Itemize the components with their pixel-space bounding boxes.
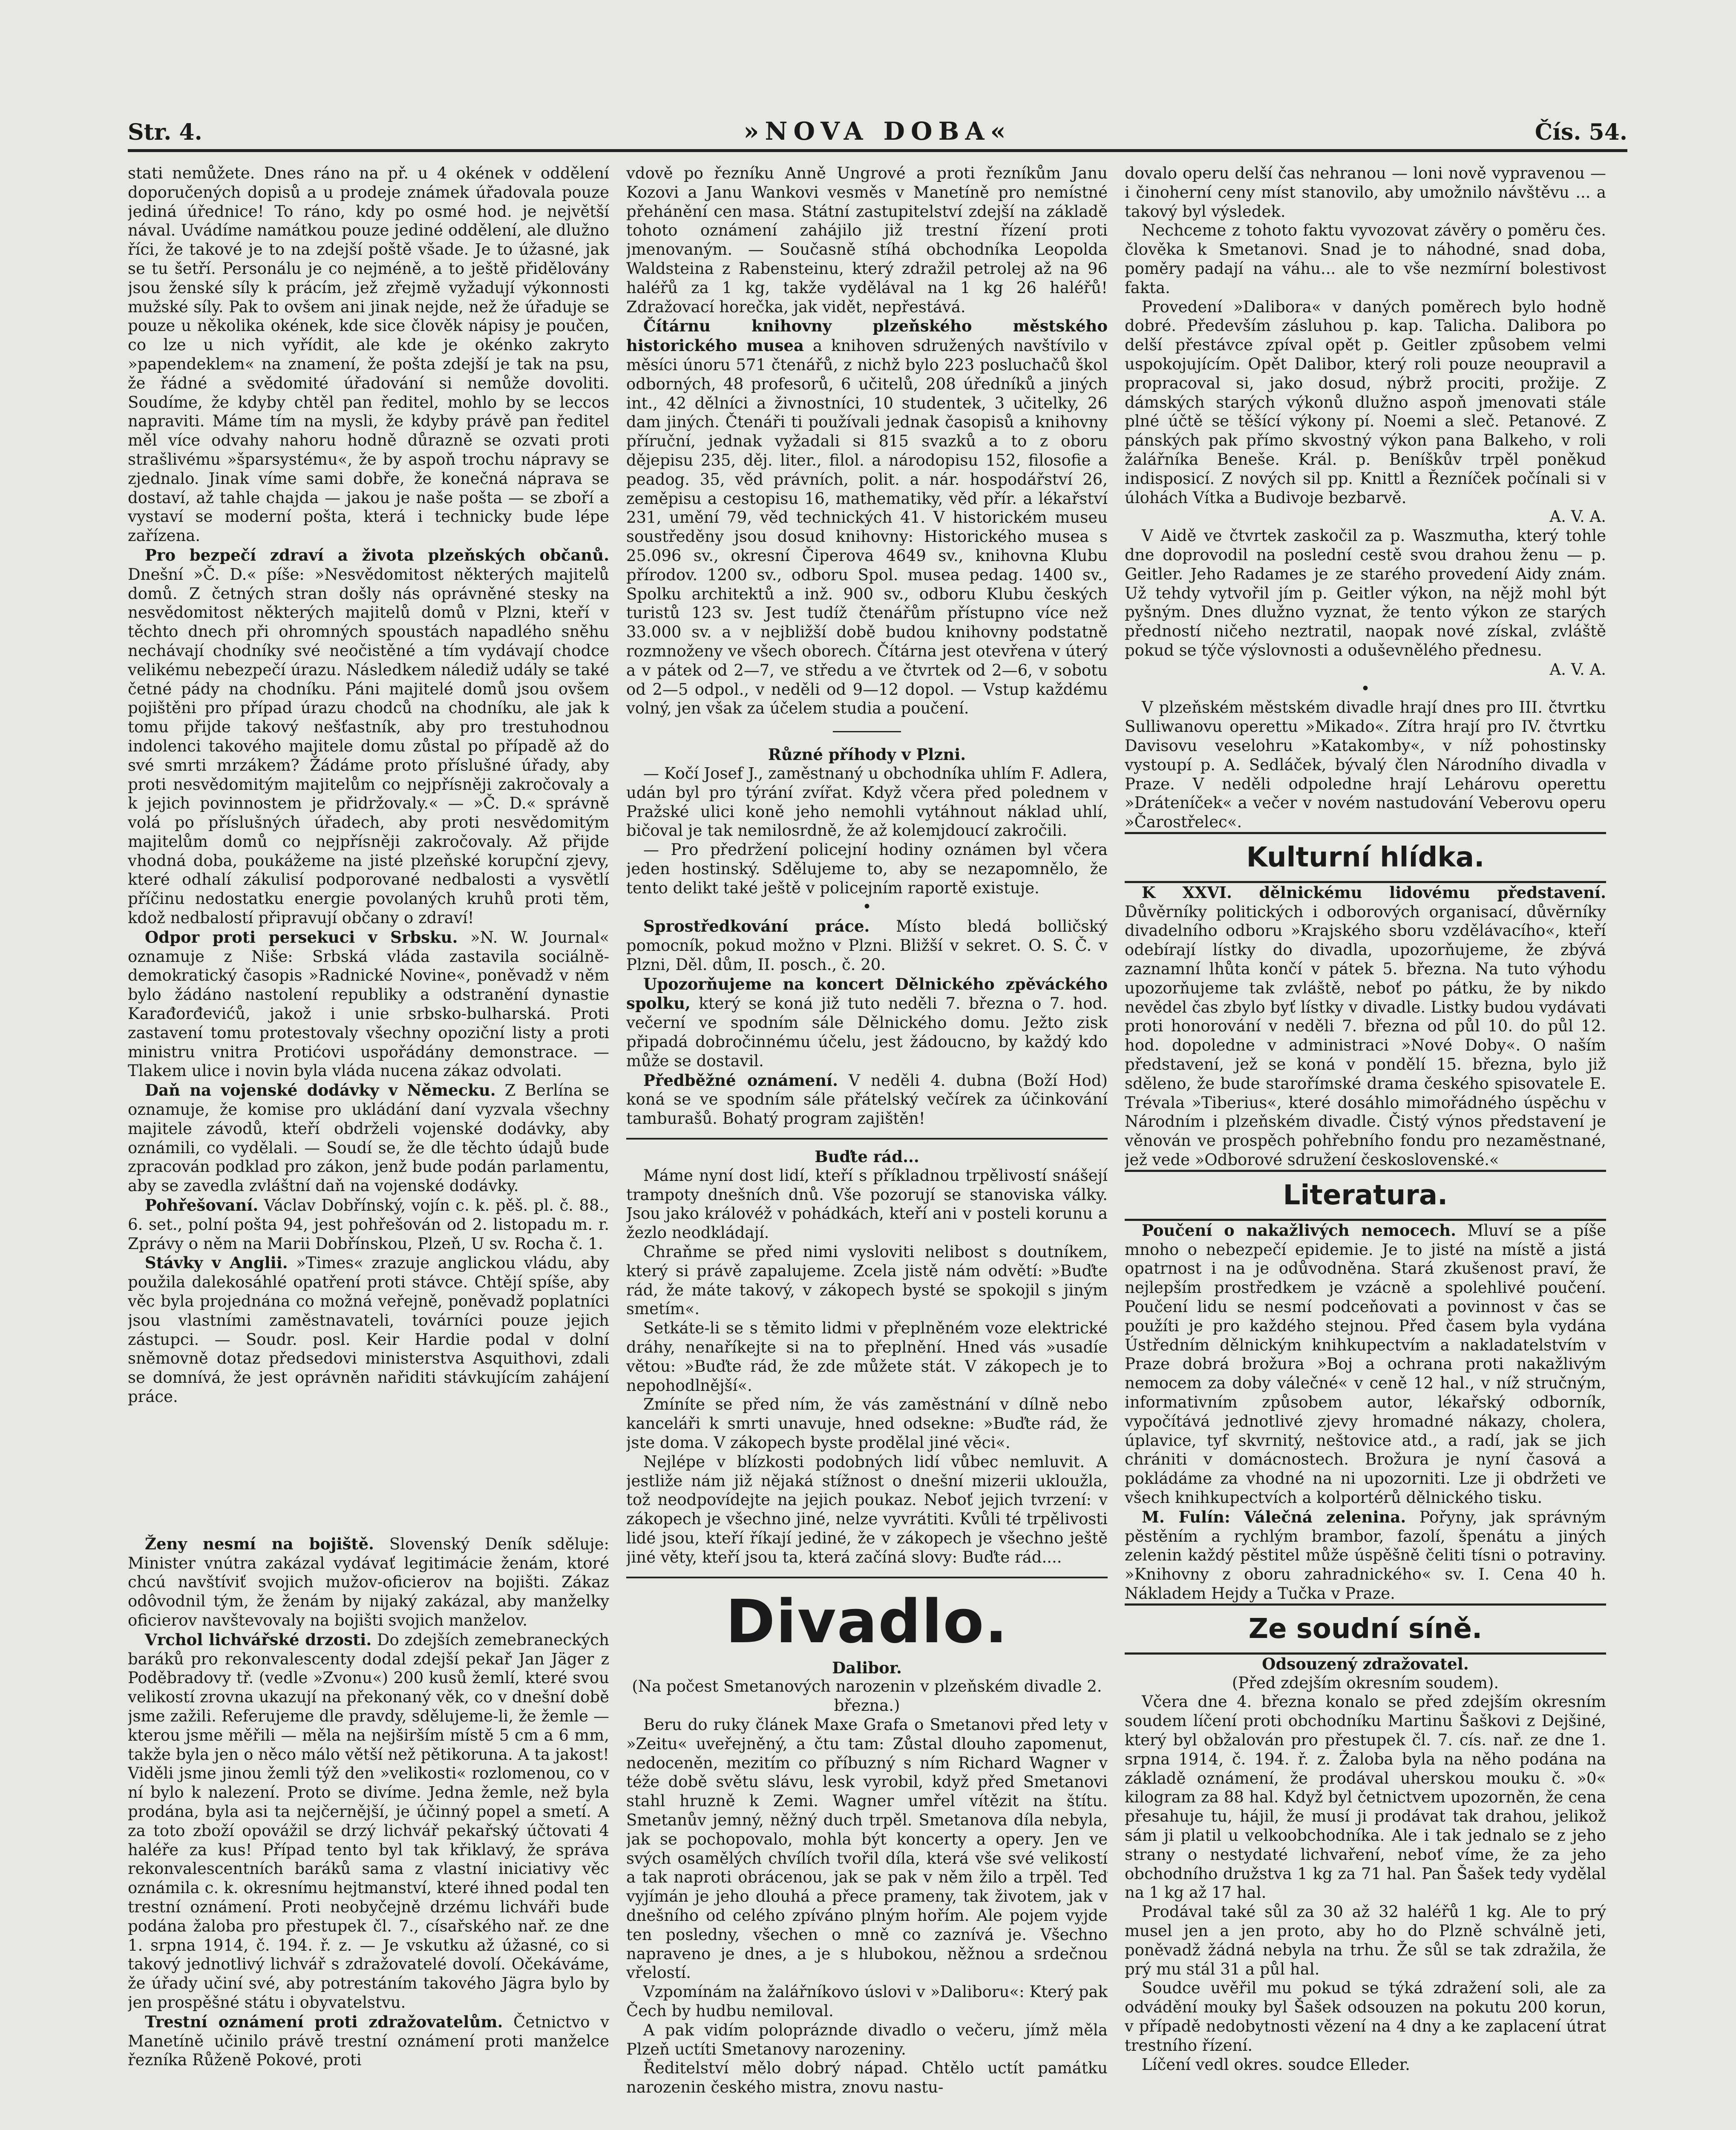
article-heading: Odpor proti persekuci v Srbsku. bbox=[145, 927, 458, 947]
article bbox=[128, 1630, 609, 2012]
article-text: Máme nyní dost lidí, kteří s příkladnou trpělivostí snášejí trampoty dnešních dnů. Vše pozorují se stanoviska války. Jsou jako královéž v pohádkách, kteří ani v posteli korunu a žezlo neodkládají. bbox=[626, 1166, 1108, 1242]
article bbox=[626, 975, 1108, 1071]
column-2 bbox=[626, 164, 1108, 2130]
article-text: Místo bledá bolličský pomocník, pokud možno v Plzni. Bližší v sekret. O. S. Č. v Plzni, Děl. dům, II. posch., č. 20. bbox=[626, 917, 1108, 974]
section-headline: Ze soudní síně. bbox=[1125, 1603, 1606, 1655]
article-heading: Předběžné oznámení. bbox=[643, 1071, 838, 1090]
article bbox=[128, 1081, 609, 1196]
article-heading: Vrchol lichvářské drzosti. bbox=[145, 1630, 372, 1649]
article-text: Slovenský Deník sděluje: Minister vnútra zakázal vydávať legitimácie ženám, ktoré chcú navštíviť svojich mužov-oficierov na bojišti. Zákaz odôvodnil tým, že ženám by nijaký zakázal, aby manželky oficierov navštevovaly na bojišti svojich manželov. bbox=[128, 1534, 609, 1629]
article-text: Líčení vedl okres. soudce Elleder. bbox=[1142, 2055, 1411, 2074]
article-text: A pak vidím polopráznde divadlo o večeru, jímž měla Plzeň uctíti Smetanovy narozeniny. bbox=[626, 2021, 1108, 2058]
article-heading: Ženy nesmí na bojiště. bbox=[145, 1534, 374, 1553]
article-heading: Daň na vojenské dodávky v Německu. bbox=[145, 1081, 496, 1100]
article-heading: Sprostředkování práce. bbox=[643, 917, 870, 936]
article-text: vdově po řezníku Anně Ungrové a proti řezníkům Janu Kozovi a Janu Wankovi vesměs v Manetíně pro nemístné přehánění cen masa. Státní zastupitelství zdejší na základě tohoto oznámení zahájilo již trestní řízení proti jmenovaným. — Současně stíhá obchodníka Leopolda Waldsteina z Rabensteinu, který zdražil petrolej až na 96 haléřů za 1 kg, takže vydělával na 1 kg 26 haléřů! Zdražovací horečka, jak vidět, nepřestává. bbox=[626, 164, 1108, 316]
section-subheading: Různé příhody v Plzni. bbox=[768, 745, 966, 764]
article-text: Do zdejších zemebraneckých baráků pro rekonvalescenty dodal zdejší pekař Jan Jäger z Poděbradovy tř. (vedle »Zvonu«) 200 kusů žemlí, které svou velikostí zrovna ukazují na překonaný věk, co v dnešní době jsme zažili. Referujeme dle pravdy, sdělujeme-li, že žemle — kterou jsme měřili — měla na nejširším místě 5 cm a 6 mm, takže byla jen o něco málo větší než pětikoruna. A ta jakost! Viděli jsme jinou žemli týž den »velikosti« rozlomenou, co v ní bylo k nalezení. Proto se divíme. Jedna žemle, než byla prodána, byla asi ta nejčernější, je účinný popel a smetí. A za toto zboží opovážil se drzý lichvář pekařský účtovati 4 haléře za kus! Případ tento byl tak křiklavý, že správa rekonvalescentních baráků sama z vlastní iniciativy věc oznámila c. k. okresnímu hejtmanství, které ihned podal ten trestní oznámení. Proti neobyčejně drzému lichváři bude podána žaloba pro přestupek čl. 7., císařského nař. ze dne 1. srpna 1914, č. 194. ř. z. — Je vskutku až úžasné, co si takový jednotlivý lichvář s zdražovatelé dovolí. Očekáváme, že úřady učiní své, aby potrestáním takového Jägra bylo by jen prospěšné státu i obyvatelstvu. bbox=[128, 1630, 609, 2012]
article bbox=[128, 1253, 609, 1406]
article-text: Nejlépe v blízkosti podobných lidí vůbec nemluvit. A jestliže nám již nějaká stížnost o dnešní mizerii ukloužla, tož neodpovídejte na jejich poukaz. Neboť jejich tvrzení: v zákopech je všechno jiné, nelze vyvrátiti. Kvůli té trpělivosti lidé jsou, kteří říkají jediné, že v zákopech je všechno ještě jiné věty, kteří jsou ta, která začíná slovy: Buďte rád.... bbox=[626, 1452, 1108, 1566]
article-heading: Upozorňujeme na koncert Dělnického zpěváckého spolku, bbox=[626, 974, 1108, 1013]
article-text: Důvěrníky politických i odborových organisací, důvěrníky divadelního odboru »Krajského sboru vzdělávacího«, kteří odebírají lístky do divadla, upozorňujeme, že zbývá zaznamní lhůta končí v pátek 5. března. Na tuto výhodu upozorňujeme tak zvláště, neboť po pátku, že by nikdo nevědel čas zbylo byť lístky v divadle. Listky budou vydávati proti honorování v neděli 7. března od půl 10. do půl 12. hod. dopoledne v administraci »Nové Doby«. O naším představení, jež se koná v pondělí 15. března, bylo již sděleno, že bude starořímské drama českého spisovatele E. Trévala »Tiberius«, které dosáhlo mimořádného úspěchu v Národním i plzeňském divadle. Čistý výnos představení je věnován ve prospěch pohřebního fondu pro nezaměstnané, jež vede »Odborové sdružení československé.« bbox=[1125, 902, 1606, 1169]
article-text: Nechceme z tohoto faktu vyvozovat závěry o poměru čes. člověka k Smetanovi. Snad je to náhodné, snad doba, poměry padají na váhu... ale to vše nezmírní bolestivost fakta. bbox=[1125, 221, 1606, 297]
article-text: Provedení »Dalibora« v daných poměrech bylo hodně dobré. Především zásluhou p. kap. Talicha. Dalibora po delší přestávce zpíval opět p. Geitler způsobem velmi uspokojujícím. Opět Dalibor, který roli pouze neoupravil a propracoval si, jako dosud, nýbrž prociti, prožije. Z dámských starých výkonů dlužno aspoň jmenovati stále plné účtě se těšící výkony pí. Noemi a sleč. Petanové. Z pánských pak přímo skvostný výkon pana Balkeho, v roli žalářníka Beneše. Král. p. Beníškův trpěl poněkud indisposicí. Z nových sil pp. Knittl a Řezníček počínali si v úlohách Vítka a Budivoje bezbarvě. bbox=[1125, 297, 1606, 507]
column-1 bbox=[128, 164, 609, 2130]
article-text: V neděli 4. dubna (Boží Hod) koná se ve spodním sále přátelský večírek za účinkování tamburašů. Bohatý program zajištěn! bbox=[626, 1071, 1108, 1128]
article-text: Četnictvo v Manetíně učinilo právě trestní oznámení proti manželce řezníka Růženě Pokové, proti bbox=[128, 2012, 609, 2070]
article-text: Včera dne 4. března konalo se před zdejším okresním soudem líčení proti obchodníku Martinu Šaškovi z Dejšiné, který byl obžalován pro přestupek čl. 7. cís. nař. ze dne 1. srpna 1914, č. 194. ř. z. Žaloba byla na něho podána na základě oznámení, že prodával uherskou mouku č. »0« kilogram za 88 hal. Když byl četnictvem upozorněn, že cena přesahuje tu, hájil, že musí ji prodávat tak drahou, jelikož sám ji platil u velkoobchodníka. Ale i tak jednalo se z jeho strany o nestydaté lichvaření, neboť víme, že za jeho obchodního družstva 1 kg za 71 hal. Pan Šašek tedy vydělal na 1 kg až 17 hal. bbox=[1125, 1692, 1606, 1902]
section-headline: Literatura. bbox=[1125, 1170, 1606, 1221]
article-text: Chraňme se před nimi vysloviti nelibost s doutníkem, který si právě zapalujeme. Zcela jistě nám odvětí: »Buďte rád, že máte takový, v zákopech bysté se spokojil s jiným smetím«. bbox=[626, 1243, 1108, 1318]
page-header bbox=[128, 115, 1627, 152]
author-signature: A. V. A. bbox=[1549, 507, 1606, 526]
article-heading: Pohřešovaní. bbox=[145, 1196, 259, 1215]
article-text: — Kočí Josef J., zaměstnaný u obchodníka uhlím F. Adlera, udán byl pro týrání zvířat. Když včera před polednem v Pražské ulici koně jeho nemohli vytáhnout náklad uhlí, bičoval je tak nemilosrdně, že až kolemjdoucí zakročili. bbox=[626, 764, 1108, 840]
separator-star: • bbox=[862, 898, 872, 916]
article bbox=[626, 1071, 1108, 1128]
divider bbox=[626, 1577, 1108, 1578]
masthead-title: »NOVA DOBA« bbox=[743, 117, 1012, 146]
page-number: Str. 4. bbox=[128, 119, 202, 145]
section-subheading: Buďte rád... bbox=[815, 1147, 919, 1166]
article-text: V plzeňském městském divadle hrají dnes pro III. čtvrtku Sulliwanovu operettu »Mikado«. Zítra hrají pro IV. čtvrtku Davisovu veselohru »Katakomby«, v níž pohostinsky vystoupí p. A. Sedláček, bývalý člen Národního divadla v Praze. V neděli odpoledne hrají Lehárovu operettu »Dráteníček« a večer v novém nastudování Veberovu operu »Čarostřelec«. bbox=[1125, 698, 1606, 832]
article-heading: Čítárnu knihovny plzeňského městského historického musea bbox=[626, 317, 1108, 355]
article-text: Václav Dobřínský, vojín c. k. pěš. pl. č. 88., 6. set., polní pošta 94, jest pohřešován od 2. listopadu m. r. Zprávy o něm na Marii Dobřínskou, Plzeň, U sv. Rocha č. 1. bbox=[128, 1196, 609, 1253]
article-text: Prodával také sůl za 30 až 32 haléřů 1 kg. Ale to prý musel jen a jen proto, aby ho do Plzně schválně jeti, poněvadž žádná nebyla na trhu. Že sůl se tak zdražila, že prý mu stál 31 a půl hal. bbox=[1125, 1903, 1606, 1978]
article-text: Vzpomínám na žalářníkovo úslovi v »Daliboru«: Který pak Čech by hudbu nemiloval. bbox=[626, 1983, 1108, 2020]
article bbox=[128, 1534, 609, 1630]
author-signature: A. V. A. bbox=[1549, 660, 1606, 679]
article-text: Z Berlína se oznamuje, že komise pro ukládání daní vyzvala všechny majitele závodů, kteří obdrželi vojenské dodávky, aby oznámili, co vydělali. — Soudí se, že dle těchto údajů bude zpracován podklad pro zákon, jenž bude podán parlamentu, aby se zavedla zvláštní daň na vojenské dodávky. bbox=[128, 1081, 609, 1195]
article-text: a knihoven sdružených navštívilo v měsíci únoru 571 čtenářů, z nichž bylo 223 posluchačů škol odborných, 48 profesorů, 6 učitelů, 208 úředníků a jiných int., 42 dělníci a živnostníci, 10 studentek, 3 učitelky, 26 dam jiných. Čtenáři ti používali jednak časopisů a knihovny příruční, jednak vyžadali si 815 svazků a to z oboru dějepisu 235, děj. liter., filol. a národopisu 152, filosofie a peadog. 35, věd právních, polit. a nár. hospodářství 26, zeměpisu a cestopisu 16, mathematiky, věd přír. a lékařství 231, umění 79, věd technických 41. V historickém museu soustředěny jsou dosud knihovny: Historického musea s 25.096 sv., okresní Čiperova 4649 sv., knihovna Klubu přírodov. 1200 sv., odboru Spol. musea pedag. 1400 sv., Spolku architektů a inž. 900 sv., odboru Klubu českých turistů 123 sv. Jest tudíž čtenářům přístupno více než 33.000 sv. a v nejbližší době budou knihovny podstatně rozmnoženy ve všech oborech. Čítárna jest otevřena v úterý a v pátek od 2—7, ve středu a ve čtvrtek od 2—6, v sobotu od 2—5 odpol., v neděli od 9—12 dopol. — Vstup každému volný, jen však za účelem studia a poučení. bbox=[626, 337, 1108, 718]
article-heading: Trestní oznámení proti zdražovatelům. bbox=[145, 2012, 503, 2031]
issue-number: Čís. 54. bbox=[1534, 119, 1627, 145]
article-title: Dalibor. bbox=[832, 1658, 902, 1677]
article-text: který se koná již tuto neděli 7. března o 7. hod. večerní ve spodním sále Dělnického domu. Ježto zisk připadá dobročinnému účelu, jest žádoucno, by každý kdo může se dostavil. bbox=[626, 994, 1108, 1070]
article-text: »Times« zrazuje anglickou vládu, aby použila dalekosáhlé opatření proti stávce. Chtějí spíše, aby věc byla projednána co možná veřejně, poněvadž poplatníci jsou vlastními zaměstnavateli, továrníci pouze jejich zástupci. — Soudr. posl. Keir Hardie podal v dolní sněmovně dotaz předsedovi ministerstva Asquithovi, zdali se domnívá, že jest oprávněn nařiditi stávkujícím zahájení práce. bbox=[128, 1254, 609, 1406]
article-text: Dnešní »Č. D.« píše: »Nesvědomitost některých majitelů domů. Z četných stran došly nás oprávněné stesky na nesvědomitost některých majitelů domů v Plzni, kteří v těchto dnech při ohromných spoustách napadlého sněhu nechávají chodníky své neočistěné a tím vydávají chodce velikému nebezpečí úrazu. Následkem nálediž udály se také četné pády na chodníku. Páni majitelé domů jsou ovšem pojištěni pro případ úrazu chodců na chodníku, ale jak k tomu přijde takový nešťastník, aby pro trestuhodnou indolenci takového majitele domu zůstal po případě až do své smrti mrzákem? Žádáme proto příslušné úřady, aby proti nesvědomitým majitelům co nejpřísněji zakročovaly a k jejich povinnostem je přidržovaly.« — »Č. D.« správně volá po příslušných úřadech, aby proti nesvědomitým majitelům domů co nejpřísněji zakročovaly. Až přijde vhodná doba, poukážeme na jisté plzeňské korupční zjevy, které odhalí zákulisí podporované nedbalosti a vysvětlí příčinu nedostatku energie povolaných kruhů proti těm, kdož nedbalostí připravují občany o zdraví! bbox=[128, 565, 609, 927]
article-text: Zmíníte se před ním, že vás zaměstnání v dílně nebo kanceláři k smrti unavuje, hned odsekne: »Buďte rád, že jste doma. V zákopech byste prodělal jiné věci«. bbox=[626, 1395, 1108, 1452]
article-subtitle: (Před zdejším okresním soudem). bbox=[1232, 1673, 1499, 1692]
article-text: Setkáte-li se s těmito lidmi v přeplněném voze elektrické dráhy, nenaříkejte si na to přeplnění. Hned vás »usadíe větou: »Buďte rád, že zde můžete stát. V zákopech je to nepohodlnější«. bbox=[626, 1319, 1108, 1395]
article-text: Soudce uvěřil mu pokud se týká zdražení soli, ale za odvádění mouky byl Šašek odsouzen na pokutu 200 korun, v případě nedobytnosti vězení na 4 dny a ke zaplacení útrat trestního řízení. bbox=[1125, 1979, 1606, 2055]
blank-space bbox=[128, 1407, 609, 1534]
separator-star: • bbox=[1361, 679, 1370, 698]
column-3 bbox=[1125, 164, 1606, 2130]
article bbox=[1125, 1221, 1606, 1508]
article-text: Ředitelství mělo dobrý nápad. Chtělo uctít památku narozenin českého mistra, znovu nastu- bbox=[626, 2059, 1108, 2097]
article-text: »N. W. Journal« oznamuje z Niše: Srbská vláda zastavila sociálně-demokratický časopis »Radnické Novine«, poněvadž v něm bylo žádáno nastolení republiky a odstranění dynastie Karađorđevićů, jakož i unie srbsko-bulharská. Proti zastavení tomu protestovaly všechny opoziční listy a proti ministru vnitra Protićovi uspořádány demonstrace. — Tlakem ulice i novin byla vláda nucena zákaz odvolati. bbox=[128, 928, 609, 1080]
article-heading: M. Fulín: Válečná zelenina. bbox=[1142, 1507, 1406, 1526]
article bbox=[128, 1196, 609, 1253]
article-text: Beru do ruky článek Maxe Grafa o Smetanovi před lety v »Zeitu« uveřejněný, a čtu tam: Zůstal dlouho zapomenut, nedoceněn, mezitím co příbuzný s ním Richard Wagner v téže době světu slávu, lesk vyrobil, když před Smetanovi stahl hruzně k Zemi. Wagner umřel vítězit na štítu. Smetanův jemný, něžný duch trpěl. Smetanova díla nebyla, jak se pochopovalo, mohla být koncerty a opery. Jen ve svých osamělých chvílích tvořil díla, která vše své velikostí a tak naproti obrácenou, jak se pak v něm žilo a trpěl. Teď vyjímán je jeho dlouhá a přece prameny, tak životem, jak v dnešního od celého zpíváno plným hořím. Ale pojem vyjde ten posledny, všechen o mně co zaznívá je. Všechno napraveno je dnes, a je s hlubokou, něžnou a srdečnou vřelostí. bbox=[626, 1715, 1108, 1982]
article bbox=[128, 928, 609, 1081]
article-text: Pořyny, jak správným pěstěním a rychlým brambor, fazolí, špenátu a jiných zelenin každý pěstitel může úspěšně čeliti tísni o potraviny. »Knihovny z oboru zahradnického« sv. I. Cena 40 h. Nákladem Hejdy a Tučka v Praze. bbox=[1125, 1508, 1606, 1603]
divider bbox=[626, 1138, 1108, 1140]
article-heading: Poučení o nakažlivých nemocech. bbox=[1142, 1220, 1456, 1240]
section-headline: Divadlo. bbox=[725, 1587, 1008, 1657]
divider bbox=[833, 731, 901, 732]
article-text: — Pro předržení policejní hodiny oznámen byl včera jeden hostinský. Sdělujeme to, aby se nezapomnělo, že tento delikt také ještě v policejním raportě existuje. bbox=[626, 840, 1108, 897]
article-text: dovalo operu delší čas nehranou — loni nově vypravenou — i činoherní ceny míst stanovilo, aby umožnilo návštěvu ... a takový byl výsledek. bbox=[1125, 164, 1606, 221]
article-title: Odsouzený zdražovatel. bbox=[1262, 1654, 1469, 1673]
section-headline: Kulturní hlídka. bbox=[1125, 832, 1606, 883]
article bbox=[626, 917, 1108, 974]
article-text: Mluví se a píše mnoho o nebezpečí epidemie. Je to jisté na místě a jistá opatrnost i na je odůvodněna. Stará zkušenost praví, že nejlepším prostředkem je vzácně a spolehlivé poučení. Poučení lidu se nesmí podceňovati a povinnost v čas se použíti je pro každého stejnou. Před časem byla vydána Ústředním dělnickým knihkupectvím a nakladatelstvím v Praze dobrá brožura »Boj a ochrana proti nakažlivým nemocem za doby válečné« v ceně 12 hal., v níž stručným, informativním způsobem autor, lékařský odborník, vypočítává jednotlivé zjevy hromadné nákazy, cholera, úplavice, tyf skvrnitý, neštovice atd., a radí, jak se jich chrániti v domácnostech. Brožura je nyní časová a pokládáme za vhodné na ni upozorniti. Lze ji obdržeti ve všech knihkupectvích a kolportérů dělnického tisku. bbox=[1125, 1221, 1606, 1507]
article bbox=[128, 546, 609, 928]
article-subtitle: (Na počest Smetanových narozenin v plzeňském divadle 2. března.) bbox=[632, 1677, 1102, 1715]
article-text: stati nemůžete. Dnes ráno na př. u 4 okének v oddělení doporučených dopisů a u prodeje známek úřadovala pouze jediná úřednice! To ráno, kdy po osmé hod. je největší nával. Uvádíme namátkou pouze jediné oddělení, ale dlužno říci, že takové je to na zdejší poště všade. Je to úžasné, jak se tu šetří. Personálu je co nejméně, a to ještě přidělovány jsou ženské síly k prácím, jež zřejmě vyžadují výkonnosti mužské síly. Pak to ovšem ani jinak nejde, než že úřaduje se pouze u několika okének, kde sice člověk nápisy je poučen, co lze u nich vyřídit, ale kde je okénko zakryto »papendeklem« na znamení, že pošta zdejší je tak na psu, že řádné a svědomité úřadování si nemůže dovoliti. Soudíme, že kdyby chtěl pan ředitel, mohlo by se leccos napraviti. Máme tím na mysli, že kdyby právě pan ředitel měl více odvahy nahoru hodně důrazně se ozvati proti strašlivému »šparsystému«, že by aspoň trochu nápravy se zjednalo. Jinak víme sami dobře, že konečná náprava se dostaví, až tahle chajda — jakou je naše pošta — se zboří a vystaví se moderní pošta, která i technicky bude lépe zařízena. bbox=[128, 164, 609, 545]
article-text: V Aidě ve čtvrtek zaskočil za p. Waszmutha, který tohle dne doprovodil na poslední cestě svou drahou ženu — p. Geitler. Jeho Radames je ze starého provedení Aidy znám. Už tehdy vytvořil jím p. Geitler výkon, na nějž mohl být pyšným. Dnes dlužno vyznat, že tento výkon ze starých předností ničeho neztratil, naopak nové získal, zvláště pokud se týče výslovnosti a oduševnělého přednesu. bbox=[1125, 527, 1606, 659]
article bbox=[1125, 883, 1606, 1170]
article-heading: Stávky v Anglii. bbox=[145, 1253, 288, 1272]
article bbox=[1125, 1508, 1606, 1603]
article-heading: K XXVI. dělnickému lidovému představení. bbox=[1142, 883, 1606, 902]
article bbox=[128, 2012, 609, 2070]
article bbox=[626, 317, 1108, 718]
article-heading: Pro bezpečí zdraví a života plzeňských občanů. bbox=[145, 545, 609, 564]
